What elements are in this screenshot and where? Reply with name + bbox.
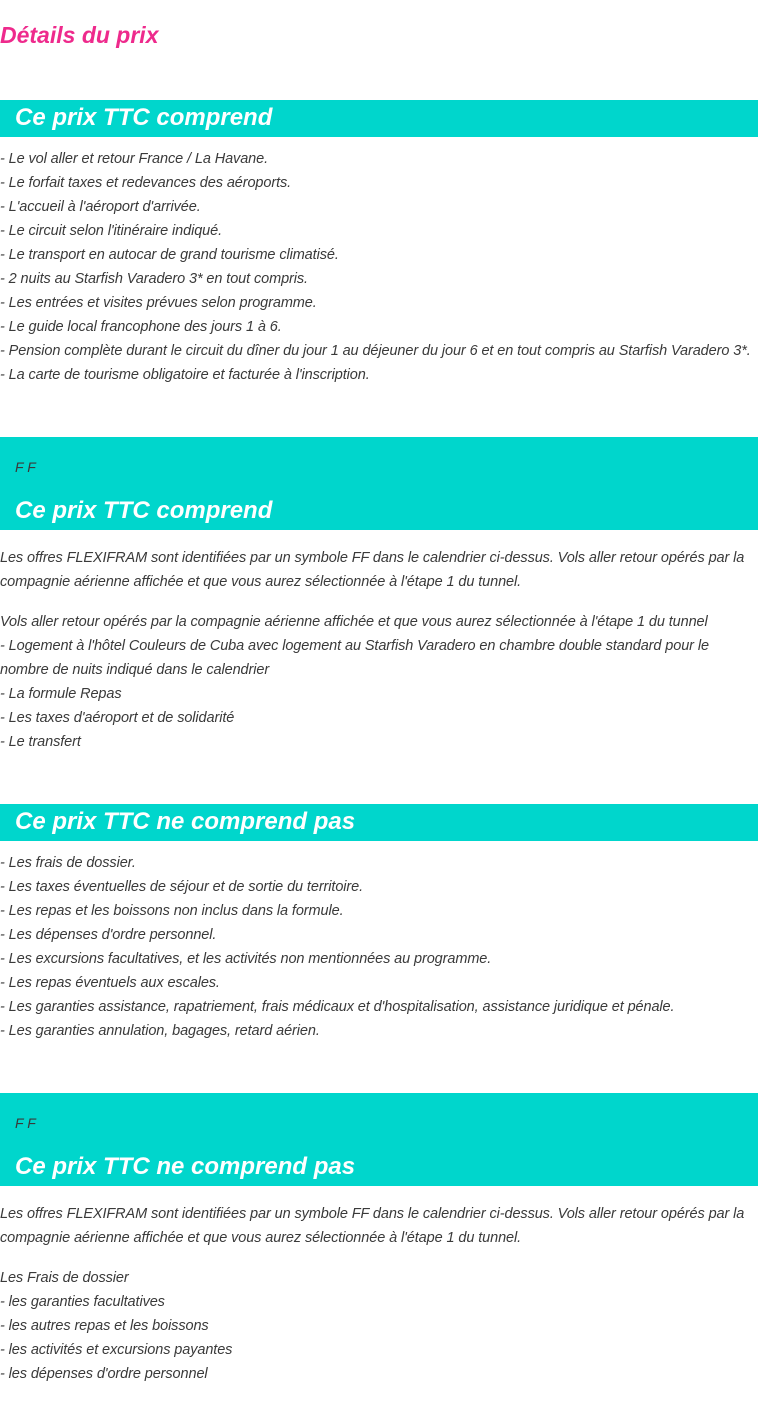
list-item: - Les taxes d'aéroport et de solidarité — [0, 710, 235, 726]
list-item: - Le circuit selon l'itinéraire indiqué. — [0, 223, 223, 239]
list-item: - La formule Repas — [0, 686, 122, 702]
list-item: - L'accueil à l'aéroport d'arrivée. — [0, 199, 201, 215]
list-item: - Les garanties assistance, rapatriement, frais médicaux et d'hospitalisation, assistance juridique et pénale. — [0, 999, 675, 1015]
list-item: - Les garanties annulation, bagages, retard aérien. — [0, 1023, 320, 1039]
section-heading: Ce prix TTC ne comprend pas — [15, 808, 356, 835]
list-item: - Les dépenses d'ordre personnel. — [0, 927, 217, 943]
list-item: - 2 nuits au Starfish Varadero 3* en tout compris. — [0, 271, 308, 287]
ff-includes-list — [0, 610, 758, 754]
list-item: - les garanties facultatives — [0, 1294, 165, 1310]
section-header-includes — [0, 100, 758, 137]
list-item: Vols aller retour opérés par la compagnie aérienne affichée et que vous aurez sélectionnée à l'étape 1 du tunnel — [0, 614, 708, 630]
ff-badge: F F — [15, 1115, 36, 1131]
intro-text: Les offres FLEXIFRAM sont identifiées par un symbole FF dans le calendrier ci-dessus. Vols aller retour opérés par la compagnie aérienne affichée et que vous aurez sélectionnée à l'étape 1 du tunnel. — [0, 550, 745, 590]
list-item: - La carte de tourisme obligatoire et facturée à l'inscription. — [0, 367, 370, 383]
list-item: - Le guide local francophone des jours 1 à 6. — [0, 319, 282, 335]
section-header-ff-includes — [0, 437, 758, 530]
list-item: - les activités et excursions payantes — [0, 1342, 233, 1358]
section-header-ff-excludes — [0, 1093, 758, 1186]
list-item: - Les repas et les boissons non inclus dans la formule. — [0, 903, 344, 919]
list-item: - Le forfait taxes et redevances des aéroports. — [0, 175, 292, 191]
ff-excludes-intro — [0, 1202, 758, 1250]
intro-text: Les offres FLEXIFRAM sont identifiées par un symbole FF dans le calendrier ci-dessus. Vols aller retour opérés par la compagnie aérienne affichée et que vous aurez sélectionnée à l'étape 1 du tunnel. — [0, 1206, 745, 1246]
list-item: - les autres repas et les boissons — [0, 1318, 209, 1334]
list-item: - les dépenses d'ordre personnel — [0, 1366, 208, 1382]
list-item: - Les frais de dossier. — [0, 855, 136, 871]
section-heading: Ce prix TTC comprend — [15, 104, 273, 131]
list-item: - Les excursions facultatives, et les activités non mentionnées au programme. — [0, 951, 492, 967]
section-heading: Ce prix TTC ne comprend pas — [15, 1153, 356, 1180]
ff-excludes-list — [0, 1266, 758, 1386]
list-item: - Logement à l'hôtel Couleurs de Cuba avec logement au Starfish Varadero en chambre double standard pour le nombre de nuits indiqué dans le calendrier — [0, 638, 709, 678]
list-item: - Les repas éventuels aux escales. — [0, 975, 220, 991]
list-item: Les Frais de dossier — [0, 1270, 129, 1286]
list-item: - Le vol aller et retour France / La Havane. — [0, 151, 269, 167]
page-title: Détails du prix — [0, 22, 159, 48]
list-item: - Pension complète durant le circuit du dîner du jour 1 au déjeuner du jour 6 et en tout compris au Starfish Varadero 3*. — [0, 343, 751, 359]
excludes-list — [0, 851, 758, 1043]
list-item: - Les taxes éventuelles de séjour et de sortie du territoire. — [0, 879, 364, 895]
ff-badge: F F — [15, 459, 36, 475]
ff-includes-intro — [0, 546, 758, 594]
list-item: - Le transfert — [0, 734, 81, 750]
list-item: - Les entrées et visites prévues selon programme. — [0, 295, 317, 311]
list-item: - Le transport en autocar de grand tourisme climatisé. — [0, 247, 339, 263]
section-heading: Ce prix TTC comprend — [15, 497, 273, 524]
section-header-excludes — [0, 804, 758, 841]
includes-list — [0, 147, 758, 387]
